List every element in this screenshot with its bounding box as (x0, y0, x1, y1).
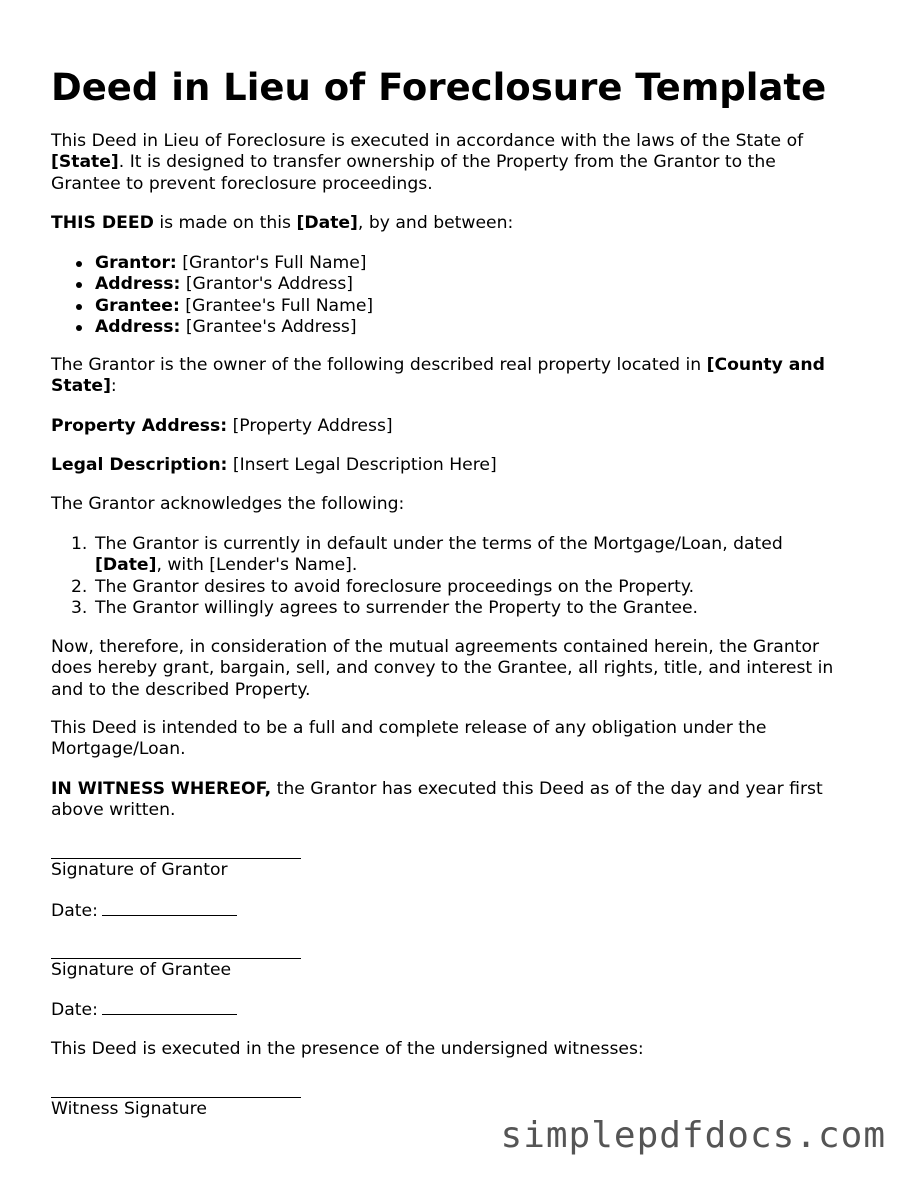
witness-line-1: the Grantor has executed this Deed as of the day and year first (271, 779, 823, 799)
state-placeholder: [State] (51, 152, 119, 173)
item-number: 1. (71, 534, 88, 554)
item-1-line-1: The Grantor is currently in default under the terms of the Mortgage/Loan, dated (95, 534, 783, 554)
legal-description-paragraph (51, 455, 871, 476)
property-address-value: [Property Address] (227, 416, 393, 436)
document-title: Deed in Lieu of Foreclosure Template (51, 66, 827, 109)
bullet-icon (76, 325, 82, 331)
witness-signature-line[interactable] (51, 1097, 301, 1098)
party-value: [Grantor's Full Name] (176, 253, 367, 273)
witness-whereof-paragraph (51, 779, 871, 822)
party-label: Address: (95, 316, 181, 337)
witnesses-text: This Deed is executed in the presence of the undersigned witnesses: (51, 1039, 644, 1059)
item-2-text: The Grantor desires to avoid foreclosure proceedings on the Property. (95, 576, 695, 597)
item-3-text: The Grantor willingly agrees to surrender the Property to the Grantee. (95, 597, 699, 618)
grantor-signature-label: Signature of Grantor (51, 860, 228, 880)
watermark: simplepdfdocs.com (500, 1115, 886, 1156)
owner-paragraph (51, 355, 871, 398)
acknowledges-paragraph (51, 494, 871, 515)
grantee-date-field[interactable] (102, 999, 237, 1015)
intro-paragraph (51, 131, 871, 195)
acknowledgements-list (51, 534, 783, 619)
bullet-icon (76, 282, 82, 288)
grantor-date-field[interactable] (102, 900, 237, 916)
witness-line-2: above written. (51, 800, 176, 821)
item-1-line-2: , with [Lender's Name]. (156, 555, 358, 576)
list-item (51, 274, 373, 295)
intro-line-3: Grantee to prevent foreclosure proceedings. (51, 173, 433, 194)
owner-end: : (110, 376, 117, 397)
grantor-date-block (51, 900, 871, 922)
item-number: 3. (71, 597, 88, 618)
release-line-2: Mortgage/Loan. (51, 739, 186, 760)
property-address-label: Property Address: (51, 416, 228, 436)
county-placeholder-1: [County and (706, 355, 825, 375)
parties-list (51, 253, 373, 338)
witnesses-paragraph (51, 1039, 871, 1060)
acknowledges-text: The Grantor acknowledges the following: (51, 494, 405, 514)
party-value: [Grantee's Full Name] (179, 295, 374, 316)
party-value: [Grantee's Address] (180, 316, 357, 337)
loan-date-placeholder: [Date] (95, 555, 157, 576)
party-value: [Grantor's Address] (180, 274, 353, 295)
party-label: Address: (95, 274, 181, 295)
list-item (51, 598, 783, 619)
grantor-date-label: Date: (51, 901, 98, 921)
conveyance-line-2: does hereby grant, bargain, sell, and convey to the Grantee, all rights, title, and interest in (51, 658, 834, 679)
list-item (51, 253, 373, 274)
legal-description-label: Legal Description: (51, 455, 228, 475)
release-line-1: This Deed is intended to be a full and complete release of any obligation under the (51, 718, 767, 738)
grantee-date-label: Date: (51, 1000, 98, 1020)
made-text-2: , by and between: (357, 213, 514, 233)
made-text-1: is made on this (153, 213, 297, 233)
list-item (51, 317, 373, 338)
owner-text: The Grantor is the owner of the following described real property located in (51, 355, 707, 375)
date-placeholder: [Date] (296, 213, 358, 233)
party-label: Grantor: (95, 253, 177, 273)
intro-line-2-text: . It is designed to transfer ownership of the Property from the Grantor to the (118, 152, 776, 173)
conveyance-line-3: and to the described Property. (51, 679, 311, 700)
property-address-paragraph (51, 416, 871, 437)
release-paragraph (51, 718, 871, 761)
deed-made-paragraph (51, 213, 871, 234)
list-item (51, 296, 373, 317)
list-item (51, 534, 783, 577)
grantor-signature-line[interactable] (51, 858, 301, 859)
county-placeholder-2: State] (51, 376, 111, 397)
intro-line-2 (51, 152, 871, 173)
grantor-signature-block (51, 860, 871, 881)
witness-whereof-label: IN WITNESS WHEREOF, (51, 779, 272, 799)
list-item (51, 577, 783, 598)
grantee-signature-line[interactable] (51, 958, 301, 959)
item-number: 2. (71, 576, 88, 597)
conveyance-line-1: Now, therefore, in consideration of the mutual agreements contained herein, the Grantor (51, 637, 820, 657)
bullet-icon (76, 261, 82, 267)
conveyance-paragraph (51, 637, 871, 701)
this-deed-label: THIS DEED (51, 213, 154, 233)
party-label: Grantee: (95, 295, 180, 316)
bullet-icon (76, 304, 82, 310)
witness-signature-label: Witness Signature (51, 1099, 207, 1119)
grantee-date-block (51, 999, 871, 1021)
intro-line-1: This Deed in Lieu of Foreclosure is executed in accordance with the laws of the State of (51, 131, 804, 151)
legal-description-value: [Insert Legal Description Here] (227, 455, 497, 475)
grantee-signature-block (51, 960, 871, 981)
grantee-signature-label: Signature of Grantee (51, 960, 232, 980)
